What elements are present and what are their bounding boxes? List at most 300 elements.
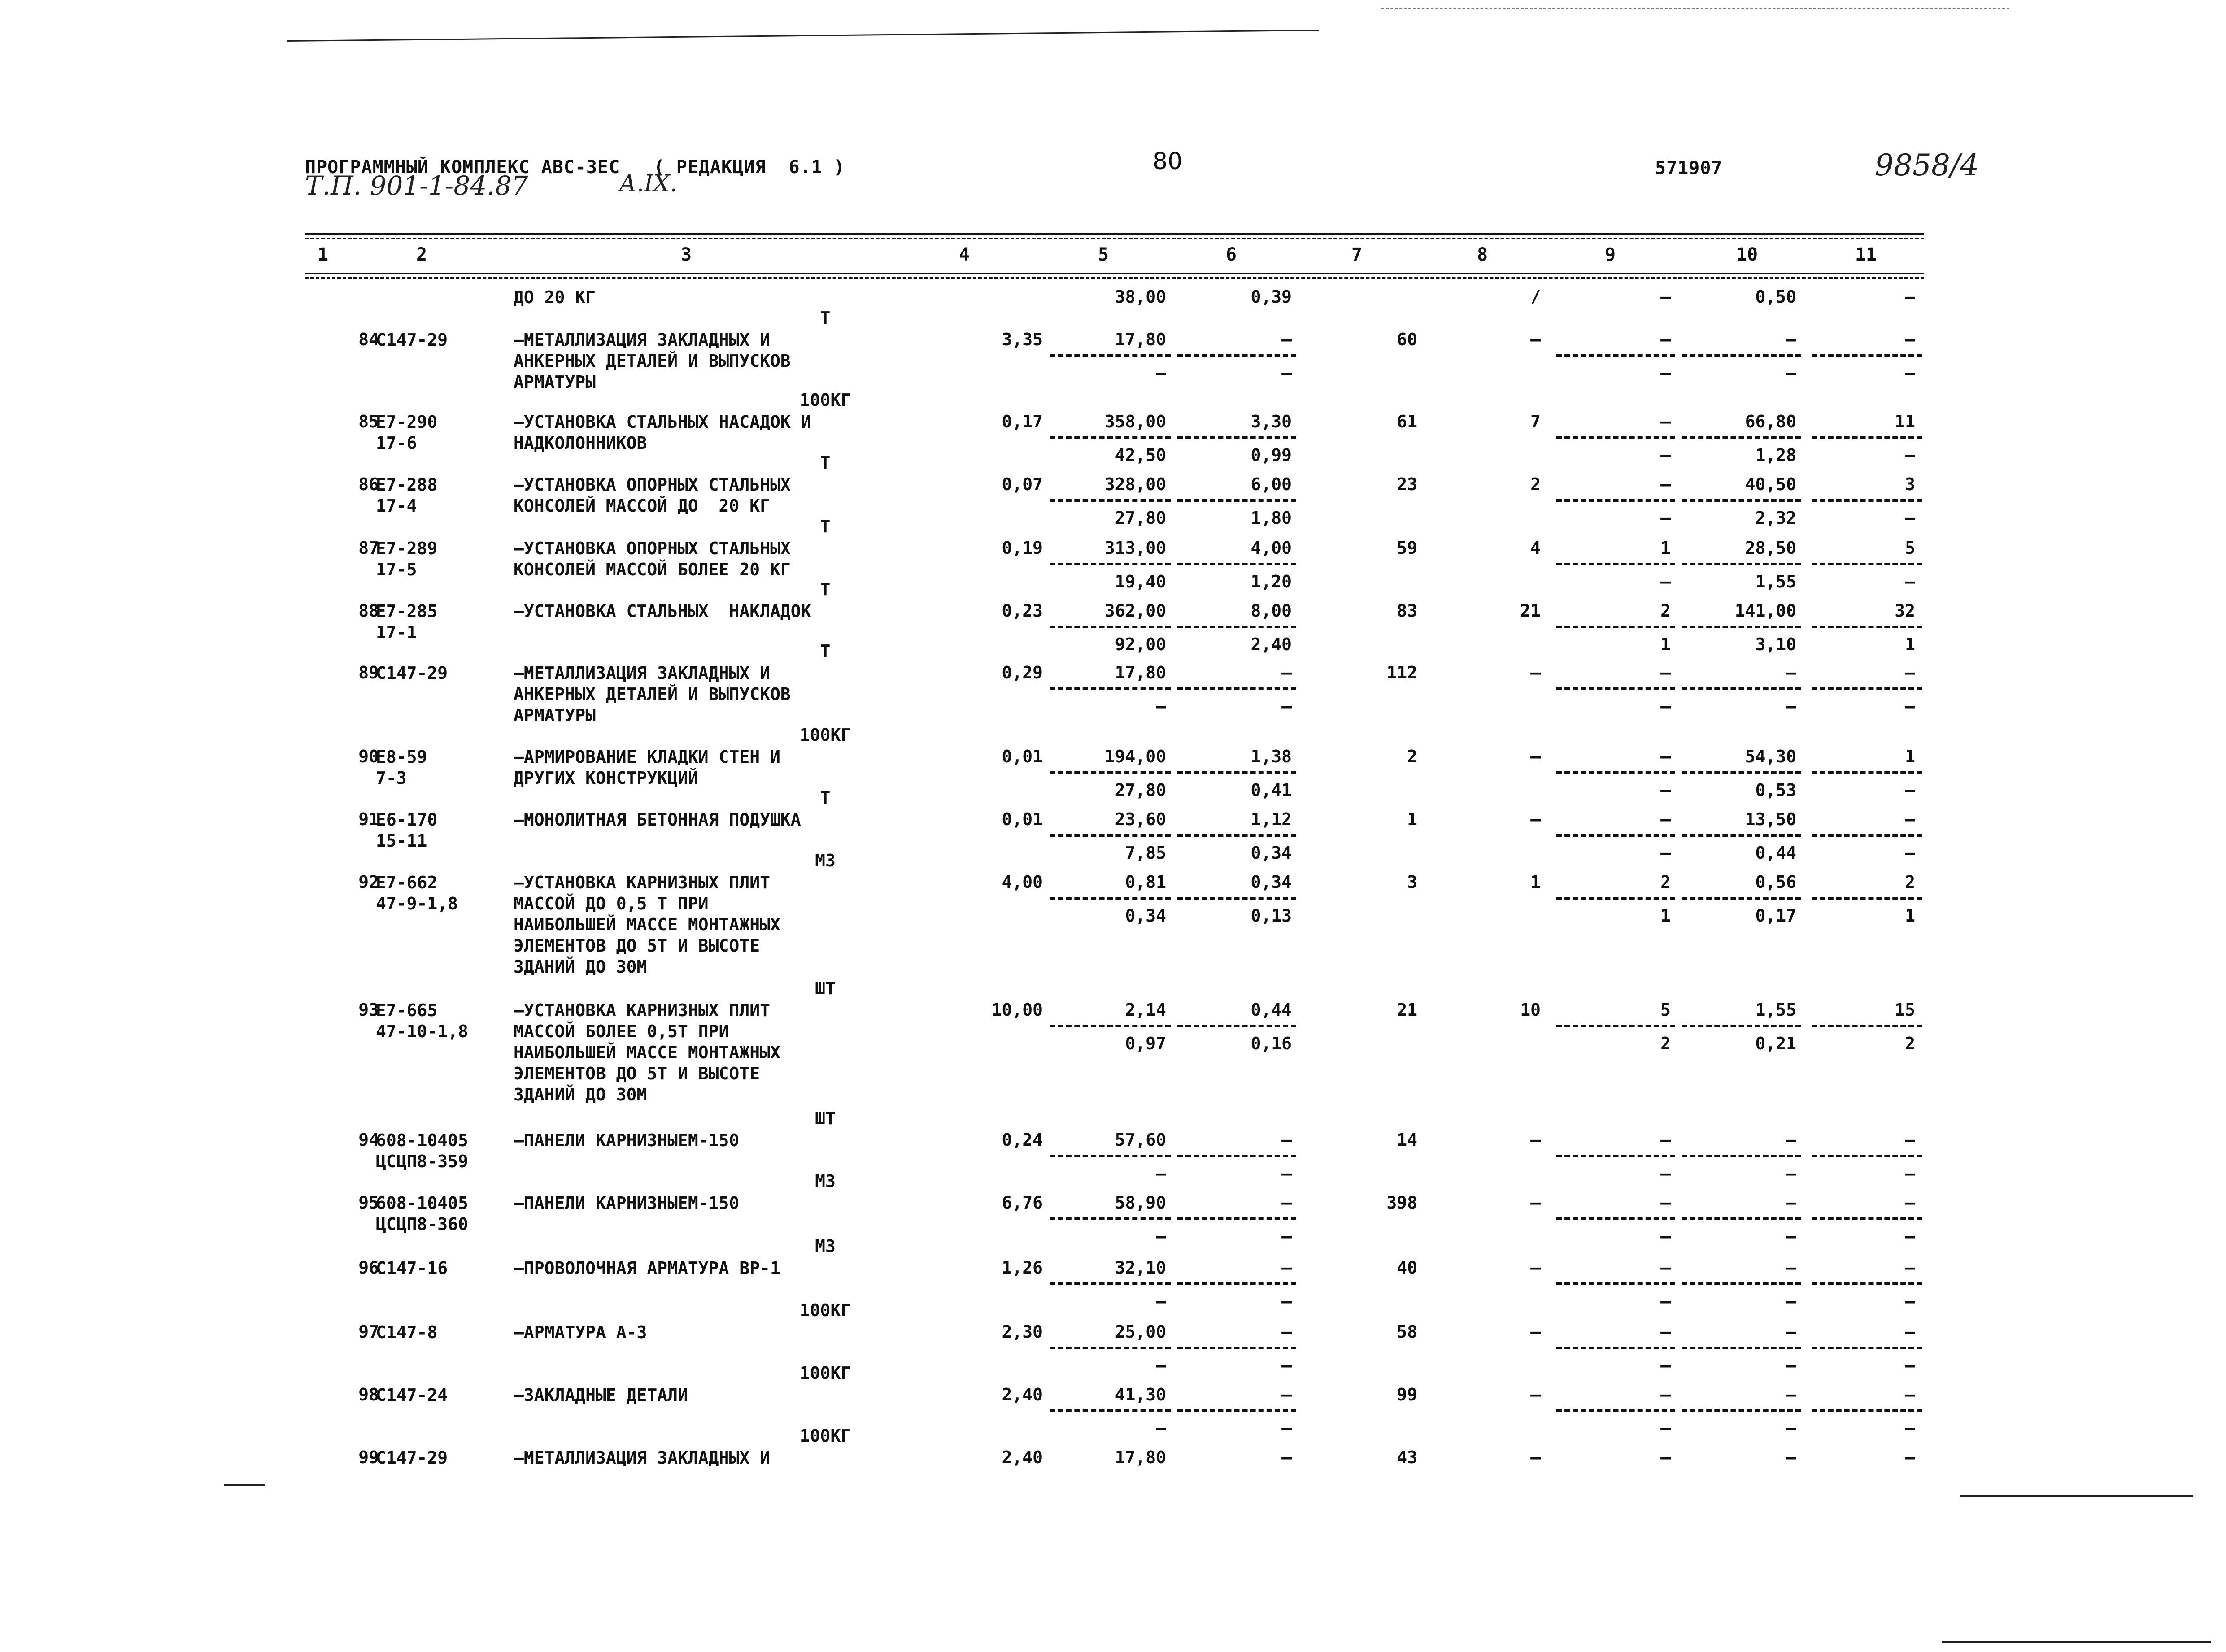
wage-total-cell: / bbox=[1530, 287, 1541, 307]
labor-sub-total-cell: – bbox=[1905, 508, 1915, 528]
value-underline bbox=[1682, 499, 1801, 502]
rate-code: 608-10405 bbox=[376, 1193, 468, 1213]
labor-sub-cell: 0,17 bbox=[1755, 906, 1796, 926]
value-underline bbox=[1556, 1282, 1675, 1285]
rate-code-sub: 15-11 bbox=[376, 831, 427, 851]
machine-cost-cell: – bbox=[1156, 1226, 1166, 1246]
labor-sub-total-cell: 1 bbox=[1905, 635, 1915, 654]
labor-total-cell: 15 bbox=[1895, 1000, 1915, 1020]
row-number: 85 bbox=[358, 412, 379, 431]
total-cost-cell: 3 bbox=[1407, 872, 1417, 892]
row-number: 88 bbox=[358, 601, 379, 621]
unit-cost-cell: 17,80 bbox=[1115, 663, 1166, 683]
machine-total-cell: – bbox=[1660, 1385, 1671, 1404]
machine-total-cell: – bbox=[1660, 1448, 1671, 1467]
value-underline bbox=[1556, 1347, 1675, 1349]
rate-code: Е7-290 bbox=[376, 412, 438, 432]
value-underline bbox=[1812, 354, 1922, 357]
labor-sub-total-cell: – bbox=[1905, 445, 1915, 465]
wage-cost-cell: 4,00 bbox=[1250, 538, 1292, 558]
row-number: 92 bbox=[358, 872, 379, 892]
wage-cost-cell: – bbox=[1281, 663, 1292, 683]
unit-of-measure: 100КГ bbox=[799, 725, 851, 745]
rate-code-sub: ЦСЦП8-359 bbox=[376, 1152, 468, 1171]
work-description: –УСТАНОВКА СТАЛЬНЫХ НАСАДОК И bbox=[514, 412, 811, 432]
row-number: 86 bbox=[358, 474, 379, 494]
value-underline bbox=[1812, 1217, 1922, 1220]
column-header-10: 10 bbox=[1736, 244, 1758, 265]
rate-code: Е7-288 bbox=[376, 475, 438, 495]
wage-cost-cell: 6,00 bbox=[1250, 474, 1292, 494]
value-underline bbox=[1812, 626, 1922, 628]
labor-cell: – bbox=[1786, 1385, 1796, 1404]
rate-code-sub: 47-9-1,8 bbox=[376, 894, 458, 913]
value-underline bbox=[1812, 834, 1922, 837]
labor-sub-cell: 2,32 bbox=[1755, 508, 1796, 528]
machine-sub-cell: – bbox=[1660, 1226, 1671, 1246]
unit-of-measure: М3 bbox=[815, 1171, 836, 1191]
value-underline bbox=[1682, 1155, 1801, 1157]
machine-sub-cell: – bbox=[1660, 1164, 1671, 1183]
value-underline bbox=[1812, 897, 1922, 900]
wage-cost-cell: 1,12 bbox=[1250, 809, 1292, 829]
work-description: ЭЛЕМЕНТОВ ДО 5Т И ВЫСОТЕ bbox=[514, 936, 760, 956]
value-underline bbox=[1177, 626, 1296, 628]
labor-sub-total-cell: – bbox=[1905, 1164, 1915, 1183]
unit-of-measure: 100КГ bbox=[799, 1363, 851, 1383]
unit-cost-cell: 57,60 bbox=[1115, 1130, 1166, 1150]
quantity-cell: 3,35 bbox=[1002, 330, 1043, 349]
labor-sub-cell: – bbox=[1786, 363, 1796, 383]
work-description: НАДКОЛОННИКОВ bbox=[514, 433, 647, 453]
machine-wage-cell: 0,13 bbox=[1250, 906, 1292, 926]
column-header-4: 4 bbox=[958, 244, 970, 265]
value-underline bbox=[1682, 1217, 1801, 1220]
total-cost-cell: 23 bbox=[1397, 474, 1417, 494]
machine-sub-cell: 2 bbox=[1660, 1034, 1671, 1053]
rate-code: С147-16 bbox=[376, 1258, 448, 1278]
machine-total-cell: – bbox=[1660, 474, 1671, 494]
machine-total-cell: – bbox=[1660, 412, 1671, 431]
wage-total-cell: – bbox=[1530, 1193, 1541, 1213]
quantity-cell: 4,00 bbox=[1002, 872, 1043, 892]
rate-code: С147-8 bbox=[376, 1322, 438, 1342]
work-description: МАССОЙ БОЛЕЕ 0,5Т ПРИ bbox=[514, 1022, 729, 1041]
machine-cost-cell: – bbox=[1156, 1291, 1166, 1311]
machine-wage-cell: – bbox=[1281, 1356, 1292, 1375]
labor-cell: 28,50 bbox=[1745, 538, 1796, 558]
wage-cost-cell: – bbox=[1281, 1258, 1292, 1278]
value-underline bbox=[1682, 834, 1801, 837]
machine-wage-cell: 0,34 bbox=[1250, 843, 1292, 863]
labor-sub-total-cell: – bbox=[1905, 1291, 1915, 1311]
wage-cost-cell: – bbox=[1281, 1193, 1292, 1213]
work-description: АНКЕРНЫХ ДЕТАЛЕЙ И ВЫПУСКОВ bbox=[514, 684, 791, 704]
work-description: –ПАНЕЛИ КАРНИЗНЫЕМ-150 bbox=[514, 1193, 740, 1213]
work-description: ДО 20 КГ bbox=[514, 287, 596, 307]
total-cost-cell: 398 bbox=[1386, 1193, 1417, 1213]
unit-of-measure: ШТ bbox=[815, 978, 836, 998]
unit-of-measure: Т bbox=[820, 517, 831, 536]
row-number: 95 bbox=[358, 1193, 379, 1213]
total-cost-cell: 43 bbox=[1397, 1448, 1417, 1467]
work-description: НАИБОЛЬШЕЙ МАССЕ МОНТАЖНЫХ bbox=[514, 915, 780, 935]
labor-cell: – bbox=[1786, 663, 1796, 683]
total-cost-cell: 83 bbox=[1397, 601, 1417, 621]
value-underline bbox=[1682, 1025, 1801, 1027]
unit-cost-cell: 362,00 bbox=[1104, 601, 1166, 621]
column-header-1: 1 bbox=[317, 244, 329, 265]
value-underline bbox=[1556, 1025, 1675, 1027]
machine-total-cell: – bbox=[1660, 809, 1671, 829]
value-underline bbox=[1177, 354, 1296, 357]
labor-sub-total-cell: 2 bbox=[1905, 1034, 1915, 1053]
value-underline bbox=[1177, 1025, 1296, 1027]
value-underline bbox=[1682, 771, 1801, 774]
machine-total-cell: – bbox=[1660, 1193, 1671, 1213]
machine-cost-cell: 42,50 bbox=[1115, 445, 1166, 465]
work-description: –МЕТАЛЛИЗАЦИЯ ЗАКЛАДНЫХ И bbox=[514, 330, 770, 350]
labor-cell: – bbox=[1786, 1258, 1796, 1278]
wage-cost-cell: – bbox=[1281, 1448, 1292, 1467]
quantity-cell: 2,30 bbox=[1002, 1322, 1043, 1342]
labor-sub-cell: 0,21 bbox=[1755, 1034, 1796, 1053]
labor-cell: 54,30 bbox=[1745, 747, 1796, 766]
quantity-cell: 0,01 bbox=[1002, 809, 1043, 829]
sheet-reference: 9858/4 bbox=[1875, 148, 1979, 183]
value-underline bbox=[1556, 499, 1675, 502]
machine-wage-cell: – bbox=[1281, 1291, 1292, 1311]
total-cost-cell: 40 bbox=[1397, 1258, 1417, 1278]
unit-cost-cell: 23,60 bbox=[1115, 809, 1166, 829]
quantity-cell: 0,01 bbox=[1002, 747, 1043, 766]
wage-total-cell: – bbox=[1530, 1448, 1541, 1467]
quantity-cell: 2,40 bbox=[1002, 1385, 1043, 1404]
machine-total-cell: 2 bbox=[1660, 601, 1671, 621]
wage-total-cell: – bbox=[1530, 809, 1541, 829]
value-underline bbox=[1050, 1217, 1171, 1220]
work-description: –МЕТАЛЛИЗАЦИЯ ЗАКЛАДНЫХ И bbox=[514, 1448, 770, 1468]
rate-code-sub: 17-6 bbox=[376, 433, 417, 453]
machine-sub-cell: – bbox=[1660, 508, 1671, 528]
total-cost-cell: 60 bbox=[1397, 330, 1417, 349]
value-underline bbox=[1177, 834, 1296, 837]
labor-total-cell: – bbox=[1905, 1130, 1915, 1150]
labor-cell: 1,55 bbox=[1755, 1000, 1796, 1020]
value-underline bbox=[1050, 1155, 1171, 1157]
machine-wage-cell: 2,40 bbox=[1250, 635, 1292, 654]
unit-of-measure: 100КГ bbox=[799, 1300, 851, 1320]
labor-sub-cell: – bbox=[1786, 696, 1796, 716]
wage-total-cell: – bbox=[1530, 1385, 1541, 1404]
value-underline bbox=[1177, 897, 1296, 900]
unit-of-measure: Т bbox=[820, 579, 831, 599]
value-underline bbox=[1177, 436, 1296, 439]
machine-wage-cell: – bbox=[1281, 1226, 1292, 1246]
unit-of-measure: Т bbox=[820, 453, 831, 473]
value-underline bbox=[1682, 1282, 1801, 1285]
labor-cell: – bbox=[1786, 1193, 1796, 1213]
work-description: ДРУГИХ КОНСТРУКЦИЙ bbox=[514, 768, 698, 788]
value-underline bbox=[1556, 1155, 1675, 1157]
machine-cost-cell: 7,85 bbox=[1125, 843, 1166, 863]
wage-total-cell: 4 bbox=[1530, 538, 1541, 558]
value-underline bbox=[1556, 1409, 1675, 1412]
header-rule-bottom bbox=[305, 273, 1924, 274]
labor-total-cell: – bbox=[1905, 1385, 1915, 1404]
labor-sub-cell: 0,44 bbox=[1755, 843, 1796, 863]
machine-sub-cell: – bbox=[1660, 1356, 1671, 1375]
value-underline bbox=[1177, 687, 1296, 690]
wage-cost-cell: 1,38 bbox=[1250, 747, 1292, 766]
labor-sub-total-cell: – bbox=[1905, 1356, 1915, 1375]
value-underline bbox=[1177, 563, 1296, 565]
total-cost-cell: 59 bbox=[1397, 538, 1417, 558]
work-description: –УСТАНОВКА КАРНИЗНЫХ ПЛИТ bbox=[514, 873, 770, 892]
wage-cost-cell: 0,44 bbox=[1250, 1000, 1292, 1020]
project-reference: Т.П. 901-1-84.87 bbox=[305, 170, 528, 201]
value-underline bbox=[1050, 626, 1171, 628]
value-underline bbox=[1050, 1347, 1171, 1349]
row-number: 99 bbox=[358, 1448, 379, 1467]
machine-total-cell: 5 bbox=[1660, 1000, 1671, 1020]
labor-sub-cell: 1,55 bbox=[1755, 572, 1796, 591]
labor-total-cell: – bbox=[1905, 663, 1915, 683]
total-cost-cell: 1 bbox=[1407, 809, 1417, 829]
unit-cost-cell: 25,00 bbox=[1115, 1322, 1166, 1342]
wage-cost-cell: 0,39 bbox=[1250, 287, 1292, 307]
quantity-cell: 6,76 bbox=[1002, 1193, 1043, 1213]
rate-code: Е7-662 bbox=[376, 873, 438, 892]
labor-total-cell: – bbox=[1905, 330, 1915, 349]
machine-cost-cell: – bbox=[1156, 1418, 1166, 1438]
wage-cost-cell: – bbox=[1281, 1385, 1292, 1404]
wage-total-cell: – bbox=[1530, 1130, 1541, 1150]
header-rule-top bbox=[305, 238, 1924, 239]
quantity-cell: 2,40 bbox=[1002, 1448, 1043, 1467]
labor-cell: – bbox=[1786, 1130, 1796, 1150]
value-underline bbox=[1812, 1155, 1922, 1157]
value-underline bbox=[1812, 1409, 1922, 1412]
machine-sub-cell: – bbox=[1660, 780, 1671, 800]
row-number: 96 bbox=[358, 1258, 379, 1278]
column-header-2: 2 bbox=[416, 244, 427, 265]
machine-cost-cell: 19,40 bbox=[1115, 572, 1166, 591]
machine-wage-cell: 0,99 bbox=[1250, 445, 1292, 465]
rate-code-sub: 17-5 bbox=[376, 560, 417, 579]
machine-total-cell: – bbox=[1660, 287, 1671, 307]
unit-cost-cell: 41,30 bbox=[1115, 1385, 1166, 1404]
value-underline bbox=[1050, 563, 1171, 565]
quantity-cell: 0,24 bbox=[1002, 1130, 1043, 1150]
value-underline bbox=[1177, 1409, 1296, 1412]
labor-total-cell: – bbox=[1905, 287, 1915, 307]
machine-wage-cell: – bbox=[1281, 696, 1292, 716]
labor-cell: – bbox=[1786, 1322, 1796, 1342]
unit-cost-cell: 358,00 bbox=[1104, 412, 1166, 431]
row-number: 91 bbox=[358, 809, 379, 829]
labor-sub-cell: – bbox=[1786, 1226, 1796, 1246]
labor-total-cell: – bbox=[1905, 1322, 1915, 1342]
machine-cost-cell: – bbox=[1156, 696, 1166, 716]
row-number: 97 bbox=[358, 1322, 379, 1342]
labor-sub-total-cell: 1 bbox=[1905, 906, 1915, 926]
quantity-cell: 0,17 bbox=[1002, 412, 1043, 431]
value-underline bbox=[1682, 1409, 1801, 1412]
header-rule-bottom bbox=[305, 277, 1924, 279]
machine-sub-cell: 1 bbox=[1660, 906, 1671, 926]
unit-cost-cell: 313,00 bbox=[1104, 538, 1166, 558]
machine-wage-cell: 1,80 bbox=[1250, 508, 1292, 528]
header-rule-top bbox=[305, 233, 1924, 235]
rate-code: С147-29 bbox=[376, 330, 448, 350]
unit-of-measure: Т bbox=[820, 641, 831, 661]
program-header: ПРОГРАММНЫЙ КОМПЛЕКС АВС-3ЕС ( РЕДАКЦИЯ 6.1 ) bbox=[305, 157, 845, 178]
labor-sub-total-cell: – bbox=[1905, 780, 1915, 800]
quantity-cell: 0,19 bbox=[1002, 538, 1043, 558]
labor-sub-cell: – bbox=[1786, 1291, 1796, 1311]
machine-total-cell: – bbox=[1660, 663, 1671, 683]
wage-cost-cell: – bbox=[1281, 1322, 1292, 1342]
quantity-cell: 0,29 bbox=[1002, 663, 1043, 683]
value-underline bbox=[1682, 1347, 1801, 1349]
row-number: 93 bbox=[358, 1000, 379, 1020]
machine-total-cell: – bbox=[1660, 1322, 1671, 1342]
work-description: ЭЛЕМЕНТОВ ДО 5Т И ВЫСОТЕ bbox=[514, 1064, 760, 1083]
machine-cost-cell: 27,80 bbox=[1115, 508, 1166, 528]
value-underline bbox=[1682, 563, 1801, 565]
value-underline bbox=[1050, 354, 1171, 357]
unit-cost-cell: 194,00 bbox=[1104, 747, 1166, 766]
unit-of-measure: М3 bbox=[815, 1236, 836, 1256]
value-underline bbox=[1812, 499, 1922, 502]
machine-sub-cell: – bbox=[1660, 363, 1671, 383]
column-header-5: 5 bbox=[1098, 244, 1109, 265]
column-header-9: 9 bbox=[1604, 244, 1616, 265]
unit-cost-cell: 0,81 bbox=[1125, 872, 1166, 892]
unit-cost-cell: 17,80 bbox=[1115, 1448, 1166, 1467]
wage-total-cell: – bbox=[1530, 747, 1541, 766]
unit-of-measure: Т bbox=[820, 788, 831, 808]
wage-total-cell: – bbox=[1530, 1322, 1541, 1342]
machine-sub-cell: – bbox=[1660, 572, 1671, 591]
labor-sub-cell: – bbox=[1786, 1164, 1796, 1183]
value-underline bbox=[1812, 1347, 1922, 1349]
value-underline bbox=[1556, 563, 1675, 565]
unit-of-measure: 100КГ bbox=[799, 390, 851, 410]
value-underline bbox=[1556, 897, 1675, 900]
value-underline bbox=[1812, 771, 1922, 774]
work-description: –АРМАТУРА А-3 bbox=[514, 1322, 647, 1342]
machine-cost-cell: – bbox=[1156, 1164, 1166, 1183]
machine-wage-cell: 0,16 bbox=[1250, 1034, 1292, 1053]
work-description: АРМАТУРЫ bbox=[514, 705, 596, 725]
machine-cost-cell: 0,97 bbox=[1125, 1034, 1166, 1053]
unit-cost-cell: 38,00 bbox=[1115, 287, 1166, 307]
total-cost-cell: 112 bbox=[1386, 663, 1417, 683]
row-number: 89 bbox=[358, 663, 379, 683]
unit-cost-cell: 2,14 bbox=[1125, 1000, 1166, 1020]
work-description: –УСТАНОВКА ОПОРНЫХ СТАЛЬНЫХ bbox=[514, 539, 791, 558]
value-underline bbox=[1812, 687, 1922, 690]
labor-total-cell: – bbox=[1905, 1258, 1915, 1278]
work-description: ЗДАНИЙ ДО 30М bbox=[514, 957, 647, 977]
labor-sub-total-cell: – bbox=[1905, 696, 1915, 716]
labor-total-cell: – bbox=[1905, 809, 1915, 829]
rate-code-sub: 17-1 bbox=[376, 622, 417, 642]
value-underline bbox=[1177, 499, 1296, 502]
machine-total-cell: 1 bbox=[1660, 538, 1671, 558]
rate-code: С147-29 bbox=[376, 663, 448, 683]
value-underline bbox=[1812, 1025, 1922, 1027]
value-underline bbox=[1556, 834, 1675, 837]
wage-total-cell: 2 bbox=[1530, 474, 1541, 494]
wage-total-cell: – bbox=[1530, 1258, 1541, 1278]
value-underline bbox=[1556, 626, 1675, 628]
total-cost-cell: 61 bbox=[1397, 412, 1417, 431]
wage-cost-cell: – bbox=[1281, 1130, 1292, 1150]
column-header-3: 3 bbox=[680, 244, 692, 265]
value-underline bbox=[1050, 1409, 1171, 1412]
value-underline bbox=[1050, 499, 1171, 502]
value-underline bbox=[1050, 1282, 1171, 1285]
labor-total-cell: 1 bbox=[1905, 747, 1915, 766]
labor-sub-total-cell: – bbox=[1905, 843, 1915, 863]
wage-total-cell: 1 bbox=[1530, 872, 1541, 892]
row-number: 87 bbox=[358, 538, 379, 558]
labor-sub-cell: 0,53 bbox=[1755, 780, 1796, 800]
unit-cost-cell: 328,00 bbox=[1104, 474, 1166, 494]
work-description: –МЕТАЛЛИЗАЦИЯ ЗАКЛАДНЫХ И bbox=[514, 663, 770, 683]
value-underline bbox=[1556, 1217, 1675, 1220]
quantity-cell: 0,07 bbox=[1002, 474, 1043, 494]
value-underline bbox=[1050, 897, 1171, 900]
value-underline bbox=[1556, 771, 1675, 774]
machine-sub-cell: – bbox=[1660, 445, 1671, 465]
labor-total-cell: – bbox=[1905, 1448, 1915, 1467]
labor-sub-cell: – bbox=[1786, 1418, 1796, 1438]
work-description: –ЗАКЛАДНЫЕ ДЕТАЛИ bbox=[514, 1385, 688, 1405]
work-description: КОНСОЛЕЙ МАССОЙ БОЛЕЕ 20 КГ bbox=[514, 560, 791, 579]
machine-cost-cell: 27,80 bbox=[1115, 780, 1166, 800]
machine-sub-cell: – bbox=[1660, 1291, 1671, 1311]
value-underline bbox=[1556, 354, 1675, 357]
work-description: –ПРОВОЛОЧНАЯ АРМАТУРА ВР-1 bbox=[514, 1258, 780, 1278]
labor-total-cell: 11 bbox=[1895, 412, 1915, 431]
labor-cell: 0,50 bbox=[1755, 287, 1796, 307]
labor-cell: 66,80 bbox=[1745, 412, 1796, 431]
labor-cell: – bbox=[1786, 1448, 1796, 1467]
value-underline bbox=[1177, 1155, 1296, 1157]
row-number: 98 bbox=[358, 1385, 379, 1404]
rate-code: Е8-59 bbox=[376, 747, 427, 767]
work-description: –УСТАНОВКА СТАЛЬНЫХ НАКЛАДОК bbox=[514, 601, 811, 621]
wage-cost-cell: 8,00 bbox=[1250, 601, 1292, 621]
total-cost-cell: 14 bbox=[1397, 1130, 1417, 1150]
rate-code: Е7-285 bbox=[376, 601, 438, 621]
scan-edge-line bbox=[1960, 1495, 2193, 1497]
rate-code: Е7-665 bbox=[376, 1000, 438, 1020]
labor-total-cell: 2 bbox=[1905, 872, 1915, 892]
rate-code: Е7-289 bbox=[376, 539, 438, 558]
column-header-11: 11 bbox=[1855, 244, 1877, 265]
rate-code-sub: 17-4 bbox=[376, 496, 417, 516]
labor-sub-total-cell: – bbox=[1905, 363, 1915, 383]
value-underline bbox=[1812, 563, 1922, 565]
machine-wage-cell: 0,41 bbox=[1250, 780, 1292, 800]
value-underline bbox=[1050, 771, 1171, 774]
labor-cell: 141,00 bbox=[1734, 601, 1796, 621]
